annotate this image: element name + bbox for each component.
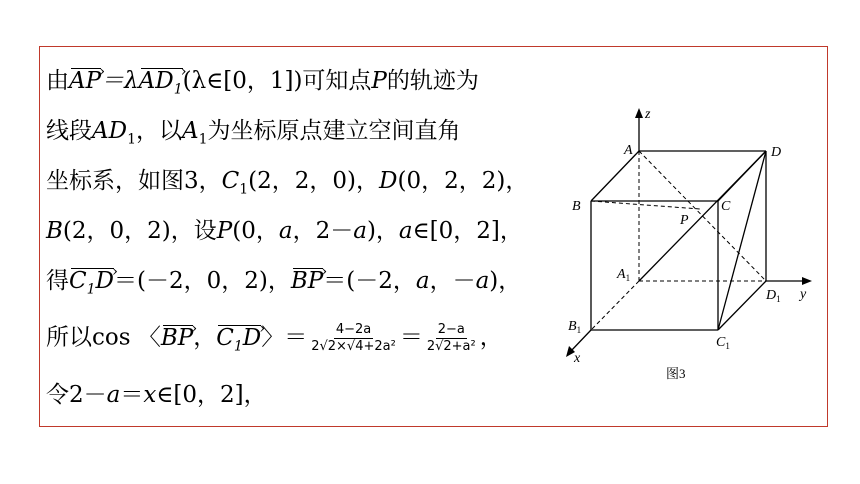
text-line-6: 所以cos 〈› BP，› $C_1D$〉＝ $\frac{4-2a}{\text{2√2×√4+2a²}}$ ＝ $\frac{2-a}{\text{2√2+a²}}$ ， <box>46 322 503 361</box>
text-line-1: 由› AP＝λ› $AD_1(\lambda\in[0$，1])可知点P的轨迹为 <box>46 66 479 105</box>
text-line-4: B(2，0，2)，设P(0，a，2－a)，a∈[0，2]， <box>46 218 523 244</box>
label-D1: $D_1$ <box>766 288 781 304</box>
label-B: B <box>572 199 581 214</box>
text-line-2: 线段$AD_1$，以$A_1$为坐标原点建立空间直角 <box>46 118 461 148</box>
figure-caption: 图3 <box>666 366 686 381</box>
fraction-1: $\frac{4-2a}{\text{2√2×√4+2a²}}$ <box>311 322 396 354</box>
label-y: y <box>800 287 807 302</box>
text-line-5: 得› $C_1D=(-2$，0，2)，› BP＝(－2，a，－a)， <box>46 266 521 305</box>
text-line-3: 坐标系，如图3，$C_1(2$，2，0)，D(0，2，2)， <box>46 168 529 198</box>
label-P: P <box>680 213 689 228</box>
label-C: C <box>721 199 731 214</box>
label-z: z <box>645 107 651 122</box>
label-C1: $C_1$ <box>716 335 730 351</box>
label-x: x <box>574 351 581 366</box>
text-line-7: 令2－a＝x∈[0，2]， <box>46 382 267 408</box>
fraction-2: $\frac{2-a}{\text{2√2+a²}}$ <box>426 322 476 354</box>
label-A: A <box>624 143 633 158</box>
label-D: D <box>771 145 782 160</box>
label-A1: $A_1$ <box>617 267 631 283</box>
label-B1: $B_1$ <box>568 319 582 335</box>
